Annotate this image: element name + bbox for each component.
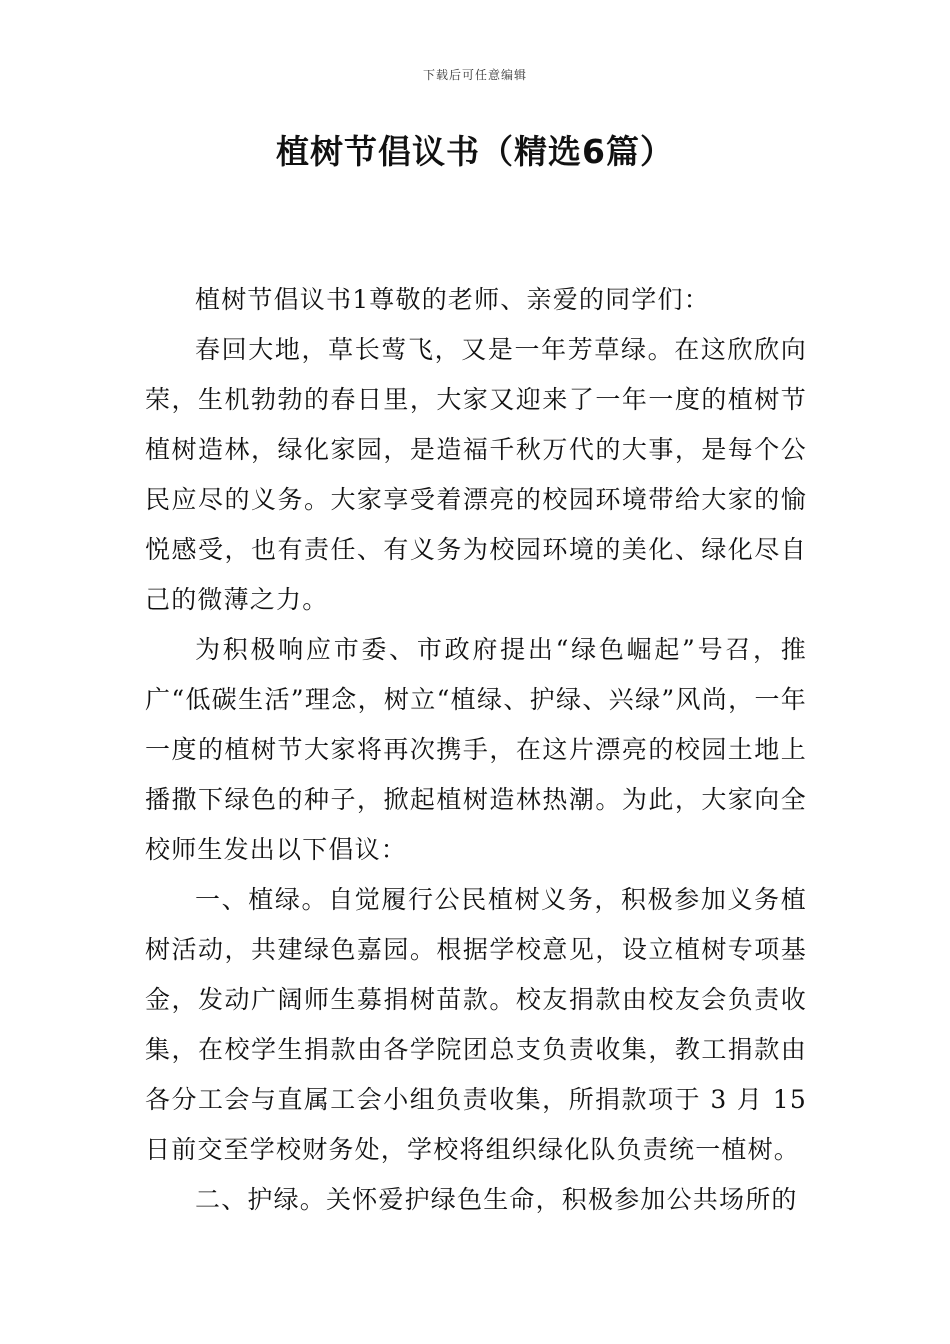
document-title: 植树节倡议书（精选6篇） — [276, 132, 674, 171]
paragraph-initiative: 为积极响应市委、市政府提出“绿色崛起”号召，推广“低碳生活”理念，树立“植绿、护绿、兴绿”风尚，一年一度的植树节大家将再次携手，在这片漂亮的校园土地上播撒下绿色的种子，掀起植树造林热潮。为此，大家向全校师生发出以下倡议： — [145, 635, 807, 864]
header-note: 下载后可任意编辑 — [422, 68, 527, 82]
paragraph-greeting: 植树节倡议书1尊敬的老师、亲爱的同学们： — [195, 285, 710, 314]
document-body — [145, 275, 807, 1225]
paragraph-intro: 春回大地，草长莺飞，又是一年芳草绿。在这欣欣向荣，生机勃勃的春日里，大家又迎来了一年一度的植树节植树造林，绿化家园，是造福千秋万代的大事，是每个公民应尽的义务。大家享受着漂亮的校园环境带给大家的愉悦感受，也有责任、有义务为校园环境的美化、绿化尽自己的微薄之力。 — [145, 335, 807, 614]
paragraph-plant-green: 一、植绿。自觉履行公民植树义务，积极参加义务植树活动，共建绿色嘉园。根据学校意见，设立植树专项基金，发动广阔师生募捐树苗款。校友捐款由校友会负责收集，在校学生捐款由各学院团总支负责收集，教工捐款由各分工会与直属工会小组负责收集，所捐款项于 3 月 15 日前交至学校财务处，学校将组织绿化队负责统一植树。 — [145, 885, 807, 1164]
paragraph-protect-green: 二、护绿。关怀爱护绿色生命，积极参加公共场所的 — [195, 1185, 798, 1214]
